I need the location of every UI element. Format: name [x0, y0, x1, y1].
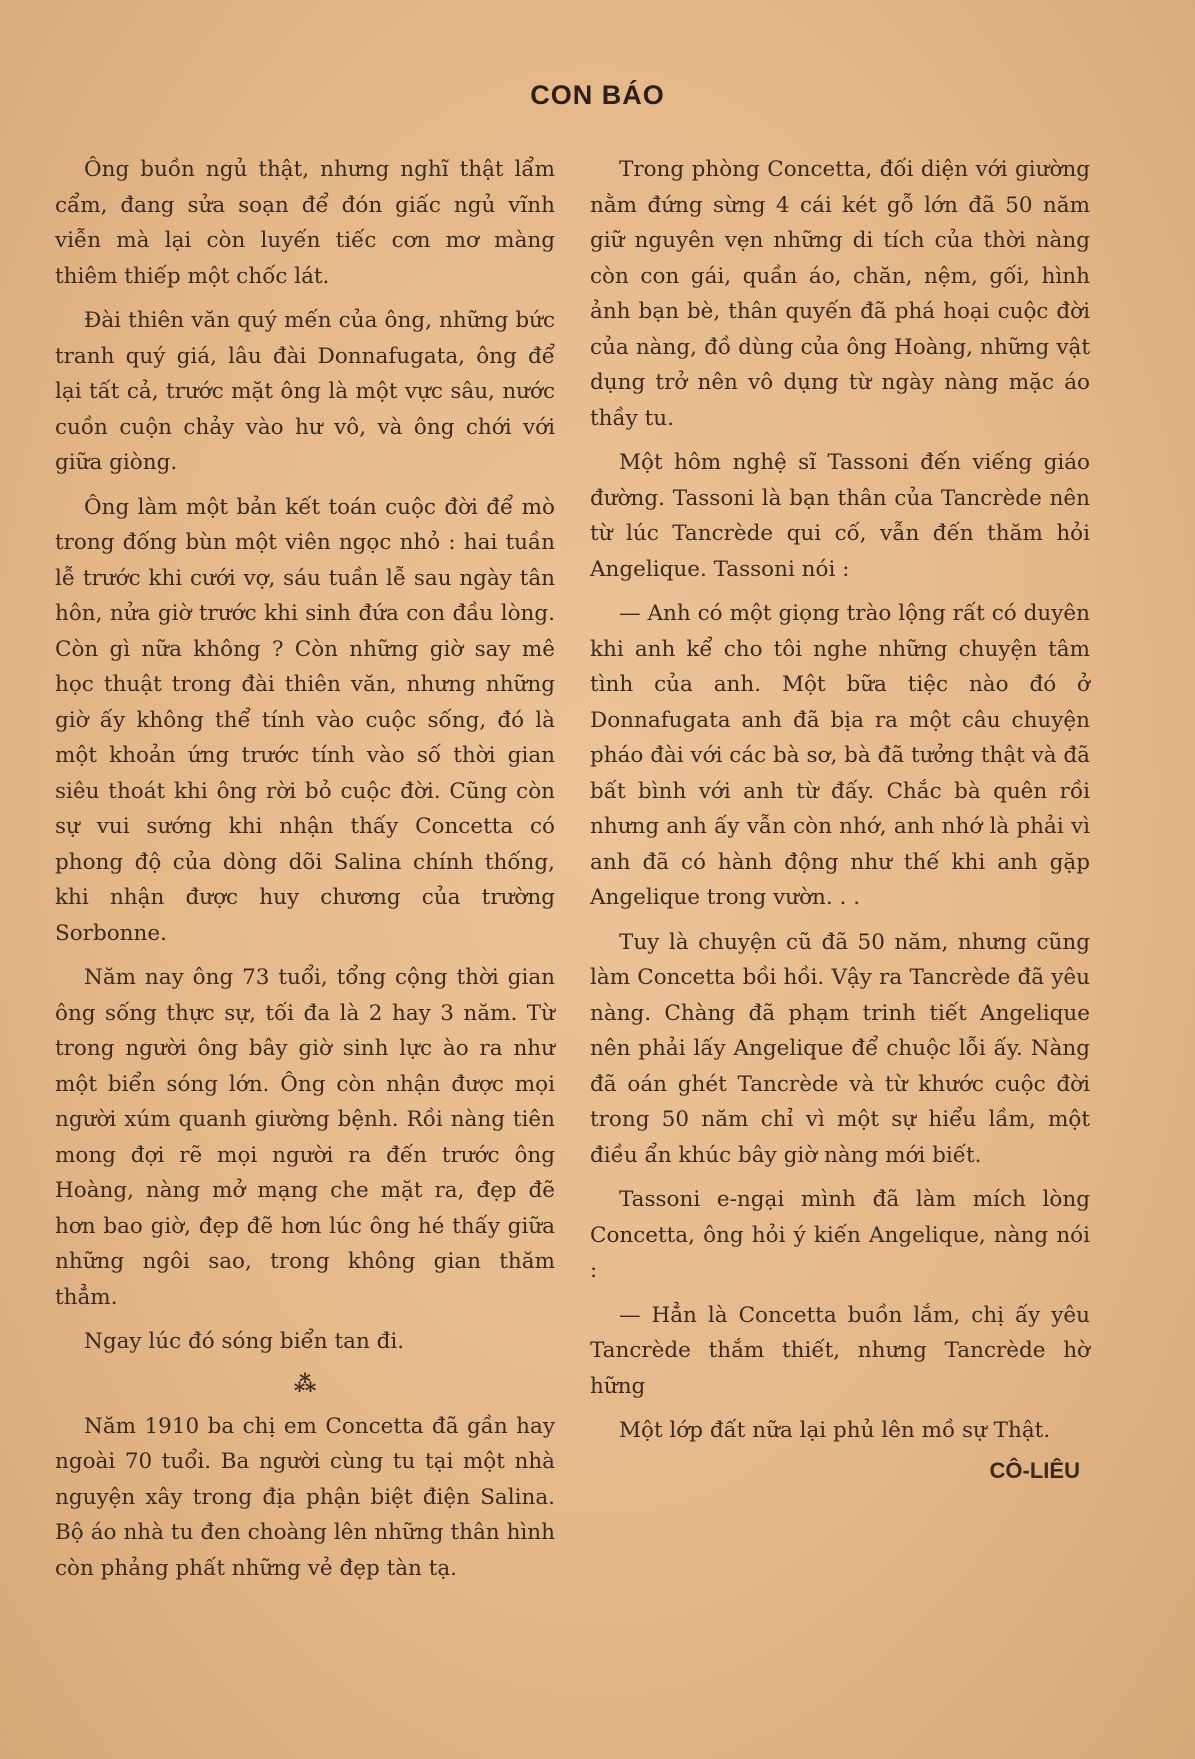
quote-paragraph: — Hẳn là Concetta buồn lắm, chị ấy yêu Tancrède thắm thiết, nhưng Tancrède hờ hững	[590, 1302, 1090, 1399]
author-signature: CÔ-LIÊU	[989, 1457, 1080, 1483]
paragraph: Một hôm nghệ sĩ Tassoni đến viếng giáo đường. Tassoni là bạn thân của Tancrède nên từ lúc Tancrède qui cố, vẫn đến thăm hỏi Angelique. Tassoni nói :	[590, 450, 1090, 582]
right-column	[590, 152, 1090, 1484]
paragraph: Năm nay ông 73 tuổi, tổng cộng thời gian ông sống thực sự, tối đa là 2 hay 3 năm. Từ trong người ông bây giờ sinh lực ào ra như một biển sóng lớn. Ông còn nhận được mọi người xúm quanh giường bệnh. Rồi nàng tiên mong đợi rẽ mọi người ra đến trước ông Hoàng, nàng mở mạng che mặt ra, đẹp đẽ hơn bao giờ, đẹp đẽ hơn lúc ông hé thấy giữa những ngôi sao, trong không gian thăm thẳm.	[55, 965, 555, 1310]
paragraph: Tassoni e-ngại mình đã làm mích lòng Concetta, ông hỏi ý kiến Angelique, nàng nói :	[590, 1187, 1090, 1283]
paragraph: Ông làm một bản kết toán cuộc đời để mò trong đống bùn một viên ngọc nhỏ : hai tuần lễ trước khi cưới vợ, sáu tuần lễ sau ngày tân hôn, nửa giờ trước khi sinh đứa con đầu lòng. Còn gì nữa không ? Còn những giờ say mê học thuật trong đài thiên văn, nhưng những giờ ấy không thể tính vào cuộc sống, đó là một khoản ứng trước tính vào số thời gian siêu thoát khi ông rời bỏ cuộc đời. Cũng còn sự vui sướng khi nhận thấy Concetta có phong độ của dòng dõi Salina chính thống, khi nhận được huy chương của trường Sorbonne.	[55, 494, 555, 946]
page-header-title: CON BÁO	[530, 80, 665, 110]
paragraph: Ông buồn ngủ thật, nhưng nghĩ thật lẩm cẩm, đang sửa soạn để đón giấc ngủ vĩnh viễn mà lại còn luyến tiếc cơn mơ màng thiêm thiếp một chốc lát.	[55, 157, 555, 289]
left-column	[55, 152, 555, 1595]
paragraph: Đài thiên văn quý mến của ông, những bức tranh quý giá, lâu đài Donnafugata, ông để lại tất cả, trước mặt ông là một vực sâu, nước cuồn cuộn chảy vào hư vô, và ông chới với giữa giòng.	[55, 308, 555, 475]
paragraph: Ngay lúc đó sóng biển tan đi.	[84, 1329, 405, 1354]
paragraph: Một lớp đất nữa lại phủ lên mồ sự Thật.	[619, 1418, 1051, 1443]
paragraph: Năm 1910 ba chị em Concetta đã gần hay ngoài 70 tuổi. Ba người cùng tu tại một nhà nguyện xây trong địa phận biệt điện Salina. Bộ áo nhà tu đen choàng lên những thân hình còn phảng phất những vẻ đẹp tàn tạ.	[55, 1413, 555, 1581]
paragraph: Trong phòng Concetta, đối diện với giường nằm đứng sừng 4 cái két gỗ lớn đã 50 năm giữ nguyên vẹn những di tích của thời nàng còn con gái, quần áo, chăn, nệm, gối, hình ảnh bạn bè, thân quyến đã phá hoại cuộc đời của nàng, đồ dùng của ông Hoàng, những vật dụng trở nên vô dụng từ ngày nàng mặc áo thầy tu.	[590, 157, 1090, 431]
quote-paragraph: — Anh có một giọng trào lộng rất có duyên khi anh kể cho tôi nghe những chuyện tâm tình của anh. Một bữa tiệc nào đó ở Donnafugata anh đã bịa ra một câu chuyện pháo đài với các bà sơ, bà đã tưởng thật và đã bất bình với anh từ đấy. Chắc bà quên rồi nhưng anh ấy vẫn còn nhớ, anh nhớ là phải vì anh đã có hành động như thế khi anh gặp Angelique trong vườn. . .	[590, 601, 1090, 910]
paragraph: Tuy là chuyện cũ đã 50 năm, nhưng cũng làm Concetta bồi hồi. Vậy ra Tancrède đã yêu nàng. Chàng đã phạm trinh tiết Angelique nên phải lấy Angelique để chuộc lỗi ấy. Nàng đã oán ghét Tancrède và từ khước cuộc đời trong 50 năm chỉ vì một sự hiểu lầm, một điều ẩn khúc bây giờ nàng mới biết.	[590, 929, 1090, 1168]
section-separator: ⁂	[293, 1370, 317, 1397]
